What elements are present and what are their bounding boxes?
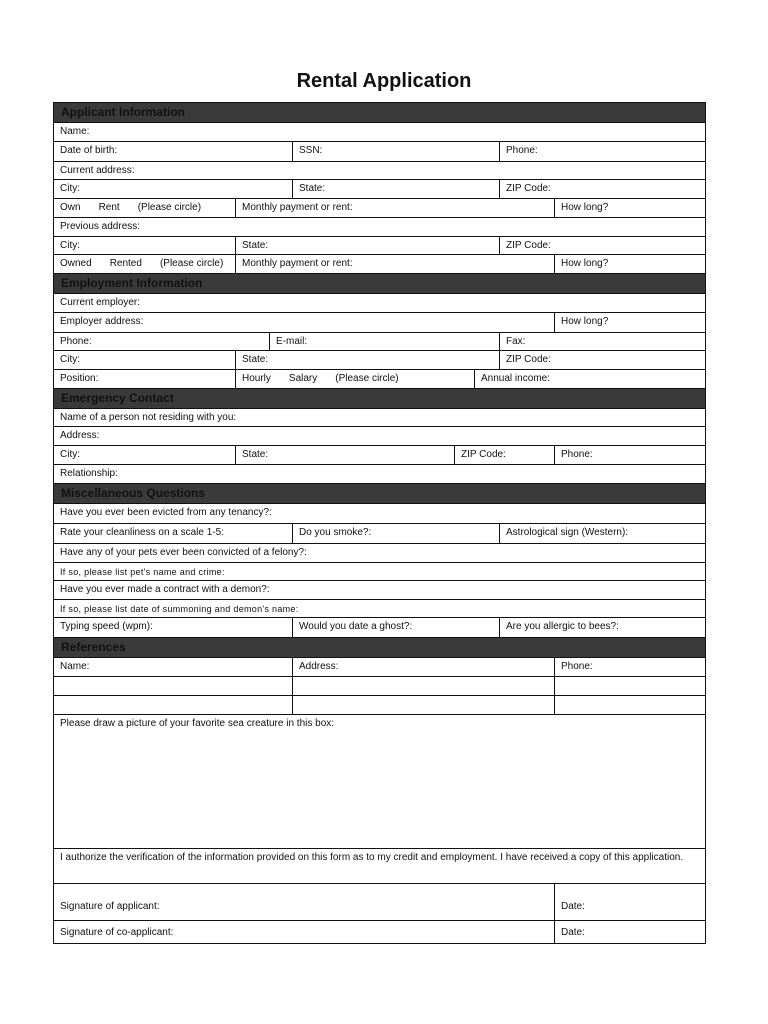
smoke-field[interactable]: Do you smoke?:	[292, 524, 499, 543]
section-header-applicant	[54, 103, 705, 123]
employer-address-row	[54, 313, 705, 333]
reference-row	[54, 677, 705, 696]
emergency-city-row	[54, 446, 705, 465]
applicant-dob-row	[54, 142, 705, 162]
references-header-row	[54, 658, 705, 677]
please-circle-note: (Please circle)	[159, 258, 224, 269]
dob-field[interactable]: Date of birth:	[60, 145, 118, 156]
emergency-state-field[interactable]: State:	[235, 446, 454, 464]
signature-coapplicant-field[interactable]: Signature of co-applicant:	[60, 927, 174, 938]
bees-field[interactable]: Are you allergic to bees?:	[499, 618, 706, 637]
employer-state-field[interactable]: State:	[235, 351, 499, 369]
demon-list-field[interactable]: If so, please list date of summoning and demon's name:	[60, 604, 299, 614]
emergency-phone-field[interactable]: Phone:	[554, 446, 706, 464]
evicted-field[interactable]: Have you ever been evicted from any tenancy?:	[60, 507, 272, 518]
reference-name-label: Name:	[60, 661, 90, 672]
drawing-box[interactable]	[54, 715, 705, 849]
page-title: Rental Application	[296, 70, 472, 92]
applicant-name-field[interactable]: Name:	[60, 126, 90, 137]
position-field[interactable]: Position:	[60, 373, 99, 384]
prev-state-field[interactable]: State:	[235, 237, 499, 254]
section-title: References	[61, 640, 126, 654]
reference-name-field[interactable]	[54, 696, 292, 714]
employer-fax-field[interactable]: Fax:	[499, 333, 706, 350]
prev-how-long-field[interactable]: How long?	[554, 255, 706, 273]
state-field[interactable]: State:	[292, 180, 499, 198]
applicant-name-row	[54, 123, 705, 142]
reference-row	[54, 696, 705, 715]
city-field[interactable]: City:	[60, 183, 80, 194]
current-address-row	[54, 162, 705, 180]
owned-option[interactable]: Owned	[60, 258, 92, 269]
salary-option[interactable]: Salary	[288, 373, 318, 384]
prev-city-state-zip-row	[54, 237, 705, 255]
annual-income-field[interactable]: Annual income:	[474, 370, 706, 388]
owned-rented-row	[54, 255, 705, 274]
monthly-payment-field[interactable]: Monthly payment or rent:	[235, 199, 554, 217]
cleanliness-row	[54, 524, 705, 544]
own-rent-choice[interactable]	[54, 199, 235, 217]
reference-phone-field[interactable]	[554, 677, 706, 695]
please-circle-note: (Please circle)	[137, 202, 202, 213]
section-title: Emergency Contact	[61, 391, 174, 405]
rent-option[interactable]: Rent	[98, 202, 120, 213]
ghost-field[interactable]: Would you date a ghost?:	[292, 618, 499, 637]
signature-applicant-field[interactable]: Signature of applicant:	[60, 901, 160, 912]
rental-application-form	[53, 102, 706, 944]
authorization-text: I authorize the verification of the information provided on this form as to my credit and employment. I have received a copy of this application.	[60, 852, 684, 863]
rented-option[interactable]: Rented	[109, 258, 142, 269]
emergency-address-field[interactable]: Address:	[60, 430, 100, 441]
typing-speed-field[interactable]: Typing speed (wpm):	[60, 621, 153, 632]
signature-coapplicant-row	[54, 921, 705, 944]
prev-monthly-payment-field[interactable]: Monthly payment or rent:	[235, 255, 554, 273]
employer-city-row	[54, 351, 705, 370]
section-title: Applicant Information	[61, 105, 185, 119]
reference-phone-field[interactable]	[554, 696, 706, 714]
emergency-address-row	[54, 427, 705, 446]
current-employer-row	[54, 294, 705, 313]
section-header-emergency	[54, 389, 705, 409]
ssn-field[interactable]: SSN:	[292, 142, 499, 161]
reference-phone-label: Phone:	[554, 658, 706, 676]
authorization-row	[54, 849, 705, 884]
pets-list-field[interactable]: If so, please list pet's name and crime:	[60, 567, 225, 577]
pets-felony-row	[54, 544, 705, 563]
prev-zip-field[interactable]: ZIP Code:	[499, 237, 706, 254]
own-rent-row	[54, 199, 705, 218]
emergency-zip-field[interactable]: ZIP Code:	[454, 446, 554, 464]
typing-row	[54, 618, 705, 638]
prev-city-field[interactable]: City:	[60, 240, 80, 251]
pets-list-row	[54, 563, 705, 581]
zip-field[interactable]: ZIP Code:	[499, 180, 706, 198]
reference-address-label: Address:	[292, 658, 554, 676]
section-header-references	[54, 638, 705, 658]
hourly-salary-choice[interactable]	[235, 370, 474, 388]
emergency-city-field[interactable]: City:	[60, 449, 80, 460]
employer-contact-row	[54, 333, 705, 351]
relationship-row	[54, 465, 705, 484]
emergency-name-row	[54, 409, 705, 427]
current-employer-field[interactable]: Current employer:	[60, 297, 141, 308]
demon-list-row	[54, 600, 705, 618]
signature-coapplicant-date-field[interactable]: Date:	[554, 921, 706, 944]
previous-address-row	[54, 218, 705, 237]
drawing-prompt: Please draw a picture of your favorite sea creature in this box:	[60, 718, 335, 729]
employer-email-field[interactable]: E-mail:	[269, 333, 499, 350]
owned-rented-choice[interactable]	[54, 255, 235, 273]
demon-row	[54, 581, 705, 600]
employer-zip-field[interactable]: ZIP Code:	[499, 351, 706, 369]
pets-felony-field[interactable]: Have any of your pets ever been convicted of a felony?:	[60, 547, 307, 558]
own-option[interactable]: Own	[60, 202, 81, 213]
reference-name-field[interactable]	[54, 677, 292, 695]
position-row	[54, 370, 705, 389]
employer-city-field[interactable]: City:	[60, 354, 80, 365]
hourly-option[interactable]: Hourly	[242, 373, 271, 384]
current-address-field[interactable]: Current address:	[60, 165, 135, 176]
evicted-row	[54, 504, 705, 524]
signature-applicant-row	[54, 884, 705, 921]
section-title: Employment Information	[61, 276, 203, 290]
signature-applicant-date-field[interactable]: Date:	[554, 884, 706, 920]
how-long-field[interactable]: How long?	[554, 199, 706, 217]
please-circle-note: (Please circle)	[335, 373, 399, 384]
relationship-field[interactable]: Relationship:	[60, 468, 118, 479]
phone-field[interactable]: Phone:	[499, 142, 706, 161]
section-header-employment	[54, 274, 705, 294]
astro-sign-field[interactable]: Astrological sign (Western):	[499, 524, 706, 543]
emergency-name-field[interactable]: Name of a person not residing with you:	[60, 412, 237, 423]
cleanliness-field[interactable]: Rate your cleanliness on a scale 1-5:	[60, 527, 224, 538]
previous-address-field[interactable]: Previous address:	[60, 221, 141, 232]
section-header-misc	[54, 484, 705, 504]
section-title: Miscellaneous Questions	[61, 486, 206, 500]
demon-field[interactable]: Have you ever made a contract with a demon?:	[60, 584, 270, 595]
employer-phone-field[interactable]: Phone:	[60, 336, 92, 347]
city-state-zip-row	[54, 180, 705, 199]
reference-address-field[interactable]	[292, 677, 554, 695]
employer-address-field[interactable]: Employer address:	[60, 316, 144, 327]
employment-how-long-field[interactable]: How long?	[554, 313, 706, 332]
reference-address-field[interactable]	[292, 696, 554, 714]
